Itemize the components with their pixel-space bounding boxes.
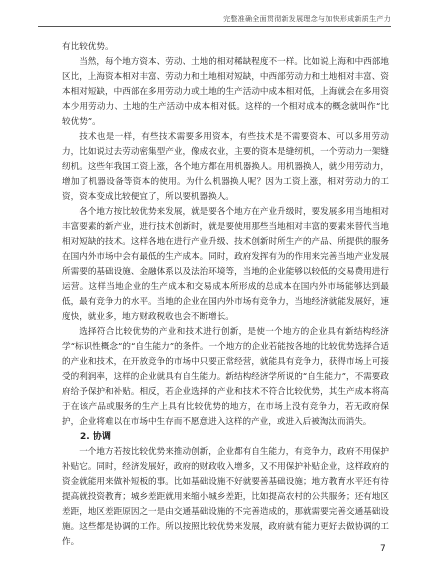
running-header: 完整准确全面贯彻新发展理念与加快形成新质生产力: [223, 15, 391, 23]
paragraph: 技术也是一样，有些技术需要多用资本，有些技术是不需要资本、可以多用劳动力，比如说过去劳动密集型产业，像成衣业，主要的资本是缝纫机，一个劳动力一架缝纫机。这些年我国工资上涨，各个地方都在用机器换人。用机器换人，就少用劳动力，增加了机器设备等资本的使用。为什么机器换人呢？因为工资上涨，相对劳动力的工资，资本变成比较便宜了，所以要机器换人。: [62, 132, 389, 202]
paragraph: 一个地方若按比较优势来推动创新，企业都有自生能力，有竞争力，政府不用保护补贴它。同时，经济发展好，政府的财政收入增多，又不用保护补贴企业，这样政府的资金就能用来做补短板的事。比如基础设施不好就要善基础设施；地方教育水平还有待提高就投资教育；城乡差距就用来缩小城乡差距，比如提高农村的公共服务；还有地区差距，地区差距原因之一是由交通基础设施的不完善造成的，那就需要完善交通基础设施。这些都是协调的工作。所以按照比较优势来发展，政府就有能力更好去做协调的工作。: [62, 447, 389, 547]
section-heading: 2. 协调: [80, 432, 111, 442]
body-text: [62, 40, 389, 550]
paragraph: 有比较优势。: [62, 42, 114, 52]
page-number: 7: [380, 544, 386, 554]
header-rule: [38, 26, 391, 27]
paragraph: 当然，每个地方资本、劳动、土地的相对稀缺程度不一样。比如说上海和中西部地区比，上海资本相对丰富、劳动力和土地相对短缺，中西部劳动力和土地相对丰富、资本相对短缺，中西部在多用劳动力或土地的生产活动中成本相对低，上海就会在多用资本少用劳动力、土地的生产活动中成本相对低。这样的一个相对成本的概念就叫作“比较优势”。: [62, 57, 389, 127]
paragraph: 各个地方按比较优势来发展，就是要各个地方在产业升级时，要发展多用当地相对丰富要素的新产业，进行技术创新时，就是要使用那些当地相对丰富的要素来替代当地相对短缺的技术。这样各地在进行产业升级、技术创新时所生产的产品、所提供的服务在国内外市场中会有最低的生产成本。同时，政府发挥有为的作用来完善当地产业发展所需要的基础设施、金融体系以及法治环境等，当地的企业能够以较低的交易费用进行运营。这样当地企业的生产成本和交易成本所形成的总成本在国内外市场能够达到最低，最有竞争力的水平。当地的企业在国内外市场有竞争力，当地经济就能发展好，速度快，就业多，地方财政税收也会不断增长。: [62, 207, 389, 322]
paragraph: 选择符合比较优势的产业和技术进行创新，是使一个地方的企业具有新结构经济学“标识性概念”的“自生能力”的条件。一个地方的企业若能按各地的比较优势选择合适的产业和技术，在开放竞争的市场中只要正常经营，就能具有竞争力，获得市场上可接受的利润率，这样的企业就具有自生能力。新结构经济学所说的“自生能力”，不需要政府给予保护和补贴。相反，若企业选择的产业和技术不符合比较优势，其生产成本将高于在该产品或服务的生产上具有比较优势的地方，在市场上没有竞争力，若无政府保护，企业将难以在市场中生存而不愿意进入这样的产业，或进入后被淘汰而消失。: [62, 327, 389, 427]
